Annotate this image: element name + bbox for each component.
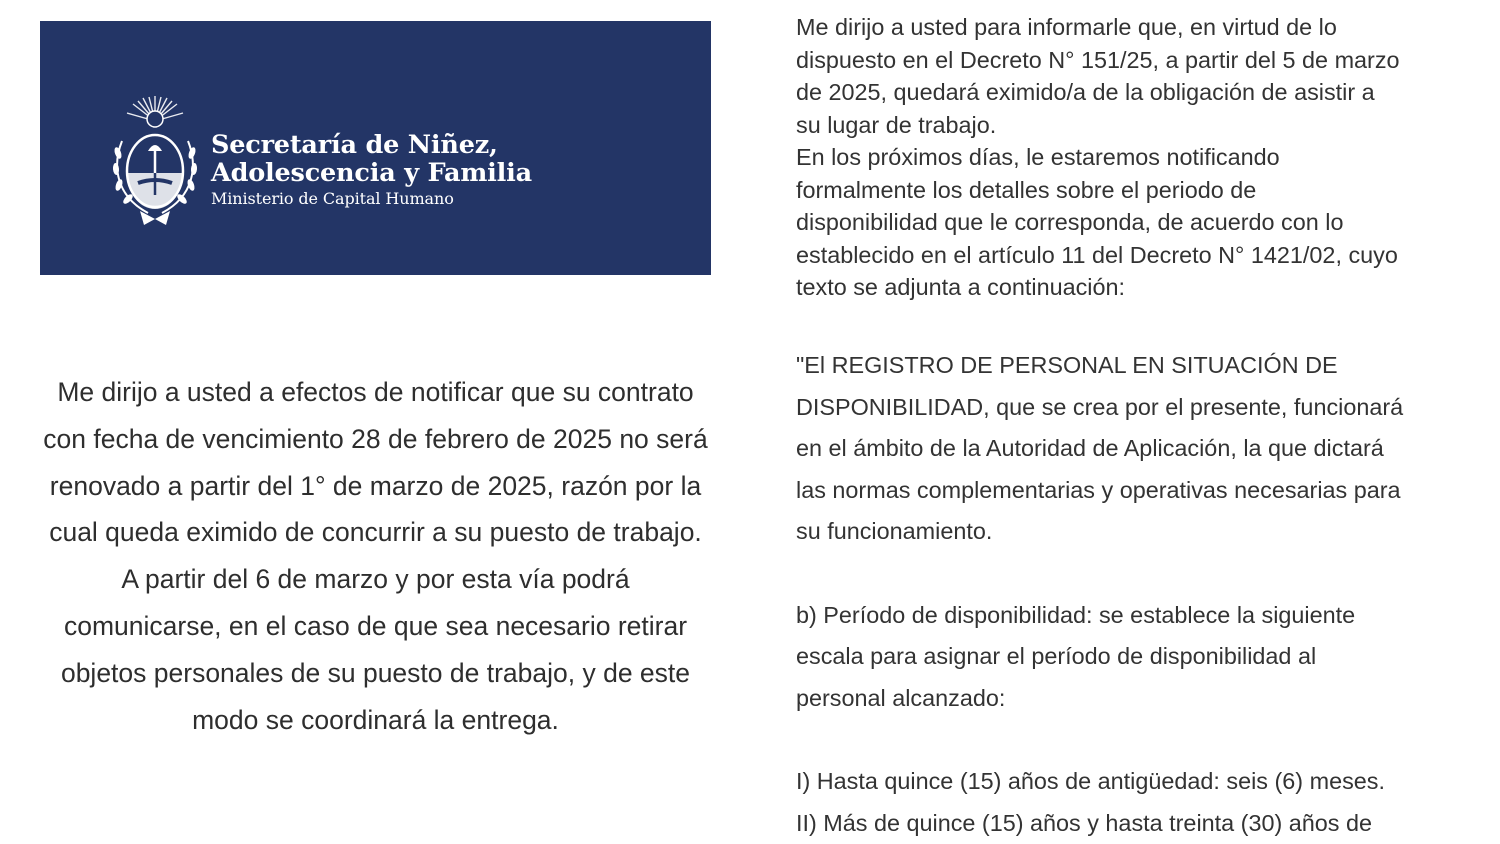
decree-quote [796, 345, 1476, 844]
decree-quote-paragraph-1: "El REGISTRO DE PERSONAL EN SITUACIÓN DE DISPONIBILIDAD, que se crea por el presente, funcionará en el ámbito de la Autoridad de Aplicación, la que dictará las normas complementarias y operativas necesarias para su funcionamiento. [796, 352, 1404, 545]
banner-title [211, 131, 532, 210]
availability-notice-paragraph-1: Me dirijo a usted para informarle que, en virtud de lo dispuesto en el Decreto N° 151/25, a partir del 5 de marzo de 2025, quedará eximido/a de la obligación de asistir a su lugar de trabajo. [796, 14, 1400, 138]
header-banner [40, 21, 711, 275]
contract-notice-paragraph-1: Me dirijo a usted a efectos de notificar que su contrato con fecha de vencimiento 28 de febrero de 2025 no será renovado a partir del 1° de marzo de 2025, razón por la cual queda eximido de concurrir a su puesto de trabajo. [43, 377, 708, 548]
availability-notice-paragraph-2: En los próximos días, le estaremos notificando formalmente los detalles sobre el periodo de disponibilidad que le corresponda, de acuerdo con lo establecido en el artículo 11 del Decreto N° 1421/02, cuyo texto se adjunta a continuación: [796, 144, 1398, 300]
contract-notice [40, 369, 711, 743]
decree-quote-item-1: I) Hasta quince (15) años de antigüedad: seis (6) meses. [796, 767, 1385, 794]
contract-notice-paragraph-2: A partir del 6 de marzo y por esta vía podrá comunicarse, en el caso de que sea necesario retirar objetos personales de su puesto de trabajo, y de este modo se coordinará la entrega. [60, 564, 691, 735]
banner-title-line1: Secretaría de Niñez, [211, 130, 498, 160]
banner-subtitle: Ministerio de Capital Humano [211, 189, 454, 208]
decree-quote-item-2: II) Más de quince (15) años y hasta treinta (30) años de [796, 809, 1372, 836]
availability-notice [796, 11, 1476, 304]
argentina-coat-of-arms-icon [110, 91, 200, 231]
decree-quote-paragraph-2: b) Período de disponibilidad: se establece la siguiente escala para asignar el período de disponibilidad al personal alcanzado: [796, 601, 1356, 711]
banner-title-line2: Adolescencia y Familia [211, 158, 532, 188]
